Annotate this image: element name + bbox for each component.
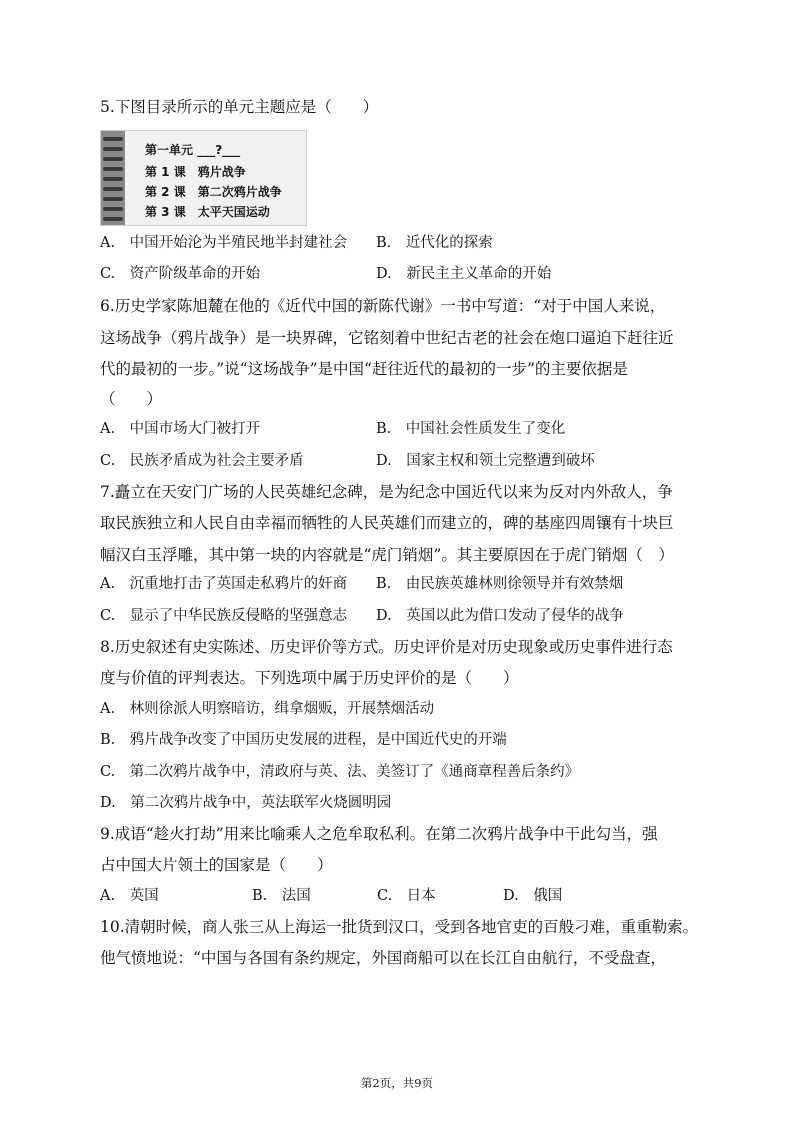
q6-option-b: B. 中国社会性质发生了变化 [376, 421, 566, 437]
q10-line-2: 他气愤地说：“中国与各国有条约规定，外国商船可以在长江自由航行，不受盘查， [100, 949, 666, 967]
q8-option-b: B. 鸦片战争改变了中国历史发展的进程，是中国近代史的开端 [100, 732, 507, 748]
catalog-image [100, 130, 307, 226]
q5-option-c: C. 资产阶级革命的开始 [100, 266, 261, 282]
q6-line-1: 6.历史学家陈旭麓在他的《近代中国的新陈代谢》一书中写道：“对于中国人来说， [100, 297, 666, 315]
q6-line-3: 代的最初的一步。”说“这场战争”是中国“赶往近代的最初的一步”的主要依据是 [100, 360, 628, 378]
catalog-lesson-3: 第 3 课 太平天国运动 [145, 205, 270, 219]
catalog-lesson-1: 第 1 课 鸦片战争 [145, 165, 246, 179]
q5-option-a: A. 中国开始沦为半殖民地半封建社会 [100, 235, 348, 251]
q7-line-2: 取民族独立和人民自由幸福而牺牲的人民英雄们而建立的，碑的基座四周镶有十块巨 [100, 514, 674, 532]
q6-option-c: C. 民族矛盾成为社会主要矛盾 [100, 453, 304, 469]
q8-option-c: C. 第二次鸦片战争中，清政府与英、法、美签订了《通商章程善后条约》 [100, 764, 580, 780]
q7-option-c: C. 显示了中华民族反侵略的坚强意志 [100, 608, 348, 624]
q9-option-d: D. 俄国 [503, 888, 563, 904]
q8-option-d: D. 第二次鸦片战争中，英法联军火烧圆明园 [100, 795, 392, 811]
q7-line-3: 幅汉白玉浮雕，其中第一块的内容就是“虎门销烟”。其主要原因在于虎门销烟（ ） [100, 546, 674, 564]
q5-option-d: D. 新民主主义革命的开始 [376, 266, 552, 282]
q8-line-2: 度与价值的评判表达。下列选项中属于历史评价的是（ ） [100, 669, 519, 687]
q6-line-4: （ ） [100, 390, 163, 408]
q10-line-1: 10.清朝时候，商人张三从上海运一批货到汉口，受到各地官吏的百般刁难，重重勒索。 [100, 918, 699, 936]
q7-option-d: D. 英国以此为借口发动了侵华的战争 [376, 608, 624, 624]
q9-line-2: 占中国大片领土的国家是（ ） [100, 856, 333, 874]
catalog-unit: 第一单元 ___?___ [145, 143, 241, 157]
q9-option-b: B. 法国 [252, 888, 311, 904]
q8-option-a: A. 林则徐派人明察暗访，缉拿烟贩，开展禁烟活动 [100, 701, 435, 717]
q6-line-2: 这场战争（鸦片战争）是一块界碑，它铭刻着中世纪古老的社会在炮口逼迫下赶往近 [100, 329, 674, 347]
catalog-lesson-2: 第 2 课 第二次鸦片战争 [145, 185, 282, 199]
q9-option-a: A. 英国 [100, 888, 159, 904]
q7-option-a: A. 沉重地打击了英国走私鸦片的奸商 [100, 576, 348, 592]
q8-line-1: 8.历史叙述有史实陈述、历史评价等方式。历史评价是对历史现象或历史事件进行态 [100, 638, 673, 656]
q7-line-1: 7.矗立在天安门广场的人民英雄纪念碑，是为纪念中国近代以来为反对内外敌人，争 [100, 483, 673, 501]
q9-option-c: C. 日本 [377, 888, 436, 904]
q5-stem: 5.下图目录所示的单元主题应是（ ） [100, 98, 379, 116]
q5-option-b: B. 近代化的探索 [376, 235, 493, 251]
q7-option-b: B. 由民族英雄林则徐领导并有效禁烟 [376, 576, 624, 592]
q6-option-a: A. 中国市场大门被打开 [100, 421, 261, 437]
q6-option-d: D. 国家主权和领土完整遭到破坏 [376, 453, 595, 469]
page-footer: 第2页，共9页 [360, 1076, 434, 1090]
catalog-unit-blank: ___?___ [197, 143, 241, 157]
notebook-spiral-icon [101, 131, 125, 225]
q9-line-1: 9.成语“趁火打劫”用来比喻乘人之危牟取私利。在第二次鸦片战争中干此勾当，强 [100, 825, 658, 843]
